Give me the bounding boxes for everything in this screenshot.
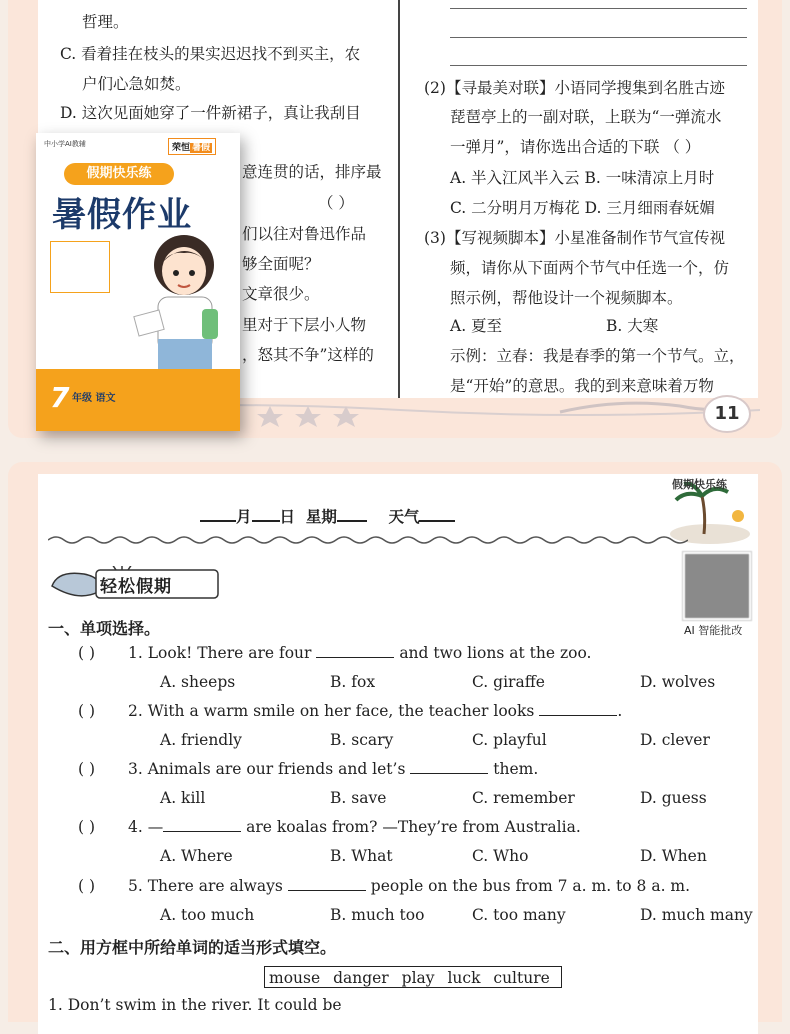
book-grade-band — [36, 369, 240, 431]
qr-label: AI 智能批改 — [684, 624, 743, 637]
left-line-3: D. 这次见面她穿了一件新裙子，真让我刮目 — [60, 104, 361, 122]
right-line-8: A. 夏至 — [450, 317, 503, 335]
q1-option-d[interactable]: D. wolves — [640, 673, 716, 691]
left-line-7: 够全面呢？ — [242, 255, 320, 273]
left-line-8: 文章很少。 — [242, 285, 320, 303]
q5-option-a[interactable]: A. too much — [160, 906, 255, 924]
publisher-name: 荣恒 — [172, 143, 191, 153]
right-line-6: 频，请你从下面两个节气中任选一个，仿 — [450, 259, 730, 277]
right-line-10: 示例：立春：我是春季的第一个节气。立， — [450, 347, 745, 365]
part2-first-line: 1. Don’t swim in the river. It could be — [48, 996, 342, 1014]
day-blank — [252, 506, 280, 522]
q3-option-c[interactable]: C. remember — [472, 789, 575, 807]
left-line-6: 们以往对鲁迅作品 — [242, 225, 367, 243]
book-publisher — [168, 138, 216, 155]
book-subtitle: 假期快乐练 — [64, 163, 174, 185]
section-banner-title: 轻松假期 — [100, 577, 172, 597]
q1-stem — [128, 643, 591, 663]
q4-paren[interactable]: ( ) — [78, 818, 96, 836]
q2-option-b[interactable]: B. scary — [330, 731, 394, 749]
qr-code-icon[interactable] — [683, 552, 751, 620]
publisher-tag: 暑假 — [192, 143, 211, 153]
right-line-1: 琵琶亭上的一副对联，上联为“一弹流水 — [450, 108, 722, 126]
month-label: 月 — [236, 508, 252, 526]
left-line-5: （ ） — [318, 194, 354, 212]
q5-stem — [128, 876, 690, 896]
right-line-2: 一弹月”，请你选出合适的下联 （ ） — [450, 138, 701, 156]
q2-option-d[interactable]: D. clever — [640, 731, 710, 749]
word-bank: mouse danger play luck culture — [264, 966, 562, 988]
q2-stem — [128, 701, 622, 721]
left-line-10: ，怒其不争”这样的 — [242, 346, 374, 364]
day-label: 日 — [279, 508, 296, 526]
q2-blank[interactable] — [539, 701, 617, 716]
book-cover — [36, 133, 240, 431]
book-brand: 中小学AI教辅 — [44, 140, 86, 148]
q3-option-a[interactable]: A. kill — [160, 789, 206, 807]
left-line-0: 哲理。 — [82, 13, 129, 31]
right-line-4: C. 二分明月万梅花 D. 三月细雨春妩媚 — [450, 199, 715, 217]
weather-label: 天气 — [388, 508, 420, 526]
weather-blank — [419, 506, 455, 522]
q3-paren[interactable]: ( ) — [78, 760, 96, 778]
date-line — [200, 505, 455, 527]
q1-paren[interactable]: ( ) — [78, 644, 96, 662]
right-line-11: 是“开始”的意思。我的到来意味着万物 — [450, 377, 714, 395]
answer-rule — [450, 37, 747, 38]
q1-option-b[interactable]: B. fox — [330, 673, 376, 691]
q4-blank[interactable] — [163, 817, 241, 832]
left-line-9: 里对于下层小人物 — [242, 316, 367, 334]
q5-option-c[interactable]: C. too many — [472, 906, 566, 924]
q4-option-a[interactable]: A. Where — [160, 847, 233, 865]
right-line-3: A. 半入江风半入云 B. 一味清凉上月时 — [450, 169, 715, 187]
q5-paren[interactable]: ( ) — [78, 877, 96, 895]
q2-pre: 2. With a warm smile on her face, the teacher looks — [128, 702, 535, 720]
q3-option-d[interactable]: D. guess — [640, 789, 707, 807]
left-line-1: C. 看着挂在枝头的果实迟迟找不到买主，农 — [60, 45, 361, 63]
answer-rule — [450, 8, 747, 9]
q1-option-a[interactable]: A. sheeps — [160, 673, 236, 691]
answer-rule — [450, 65, 747, 66]
q4-option-b[interactable]: B. What — [330, 847, 393, 865]
q4-stem — [128, 817, 581, 837]
q3-option-b[interactable]: B. save — [330, 789, 387, 807]
q5-post: people on the bus from 7 a. m. to 8 a. m. — [370, 877, 691, 895]
left-line-4: 意连贯的话，排序最 — [242, 163, 382, 181]
part2-heading: 二、用方框中所给单词的适当形式填空。 — [48, 938, 337, 957]
book-title: 暑假作业 — [52, 195, 192, 235]
weekday-blank — [337, 506, 367, 522]
girl-illustration-icon — [122, 229, 234, 369]
grade-label — [72, 389, 115, 404]
q3-blank[interactable] — [410, 759, 488, 774]
q2-option-a[interactable]: A. friendly — [160, 731, 242, 749]
grade-text: 年级 — [72, 393, 92, 404]
q1-post: and two lions at the zoo. — [399, 644, 592, 662]
q4-pre: 4. — — [128, 818, 164, 836]
q1-blank[interactable] — [316, 643, 394, 658]
left-line-2: 户们心急如焚。 — [82, 75, 191, 93]
month-blank — [200, 506, 236, 522]
right-line-5: (3)【写视频脚本】小星准备制作节气宣传视 — [424, 229, 725, 247]
q1-pre: 1. Look! There are four — [128, 644, 312, 662]
q4-post: are koalas from? —They’re from Australia. — [246, 818, 581, 836]
q5-blank[interactable] — [288, 876, 366, 891]
logo-text: 假期快乐练 — [672, 478, 727, 491]
q2-post: . — [617, 702, 623, 720]
right-line-9: B. 大寒 — [606, 317, 659, 335]
q2-option-c[interactable]: C. playful — [472, 731, 547, 749]
subject-text: 语文 — [95, 393, 116, 404]
book-feature-icon — [50, 241, 110, 293]
q4-option-c[interactable]: C. Who — [472, 847, 529, 865]
right-line-7: 照示例，帮他设计一个视频脚本。 — [450, 289, 683, 307]
q5-option-d[interactable]: D. much many — [640, 906, 753, 924]
column-divider — [398, 0, 400, 398]
q4-option-d[interactable]: D. When — [640, 847, 707, 865]
q3-pre: 3. Animals are our friends and let’s — [128, 760, 406, 778]
q1-option-c[interactable]: C. giraffe — [472, 673, 545, 691]
q5-option-b[interactable]: B. much too — [330, 906, 425, 924]
part1-heading: 一、单项选择。 — [48, 619, 161, 638]
q3-stem — [128, 759, 538, 779]
q2-paren[interactable]: ( ) — [78, 702, 96, 720]
q3-post: them. — [493, 760, 539, 778]
right-line-0: (2)【寻最美对联】小语同学搜集到名胜古迹 — [424, 79, 725, 97]
grade-number: 7 — [50, 381, 70, 414]
q5-pre: 5. There are always — [128, 877, 283, 895]
weekday-label: 星期 — [305, 508, 337, 526]
page-number: 11 — [703, 395, 751, 433]
wavy-divider — [48, 534, 688, 546]
